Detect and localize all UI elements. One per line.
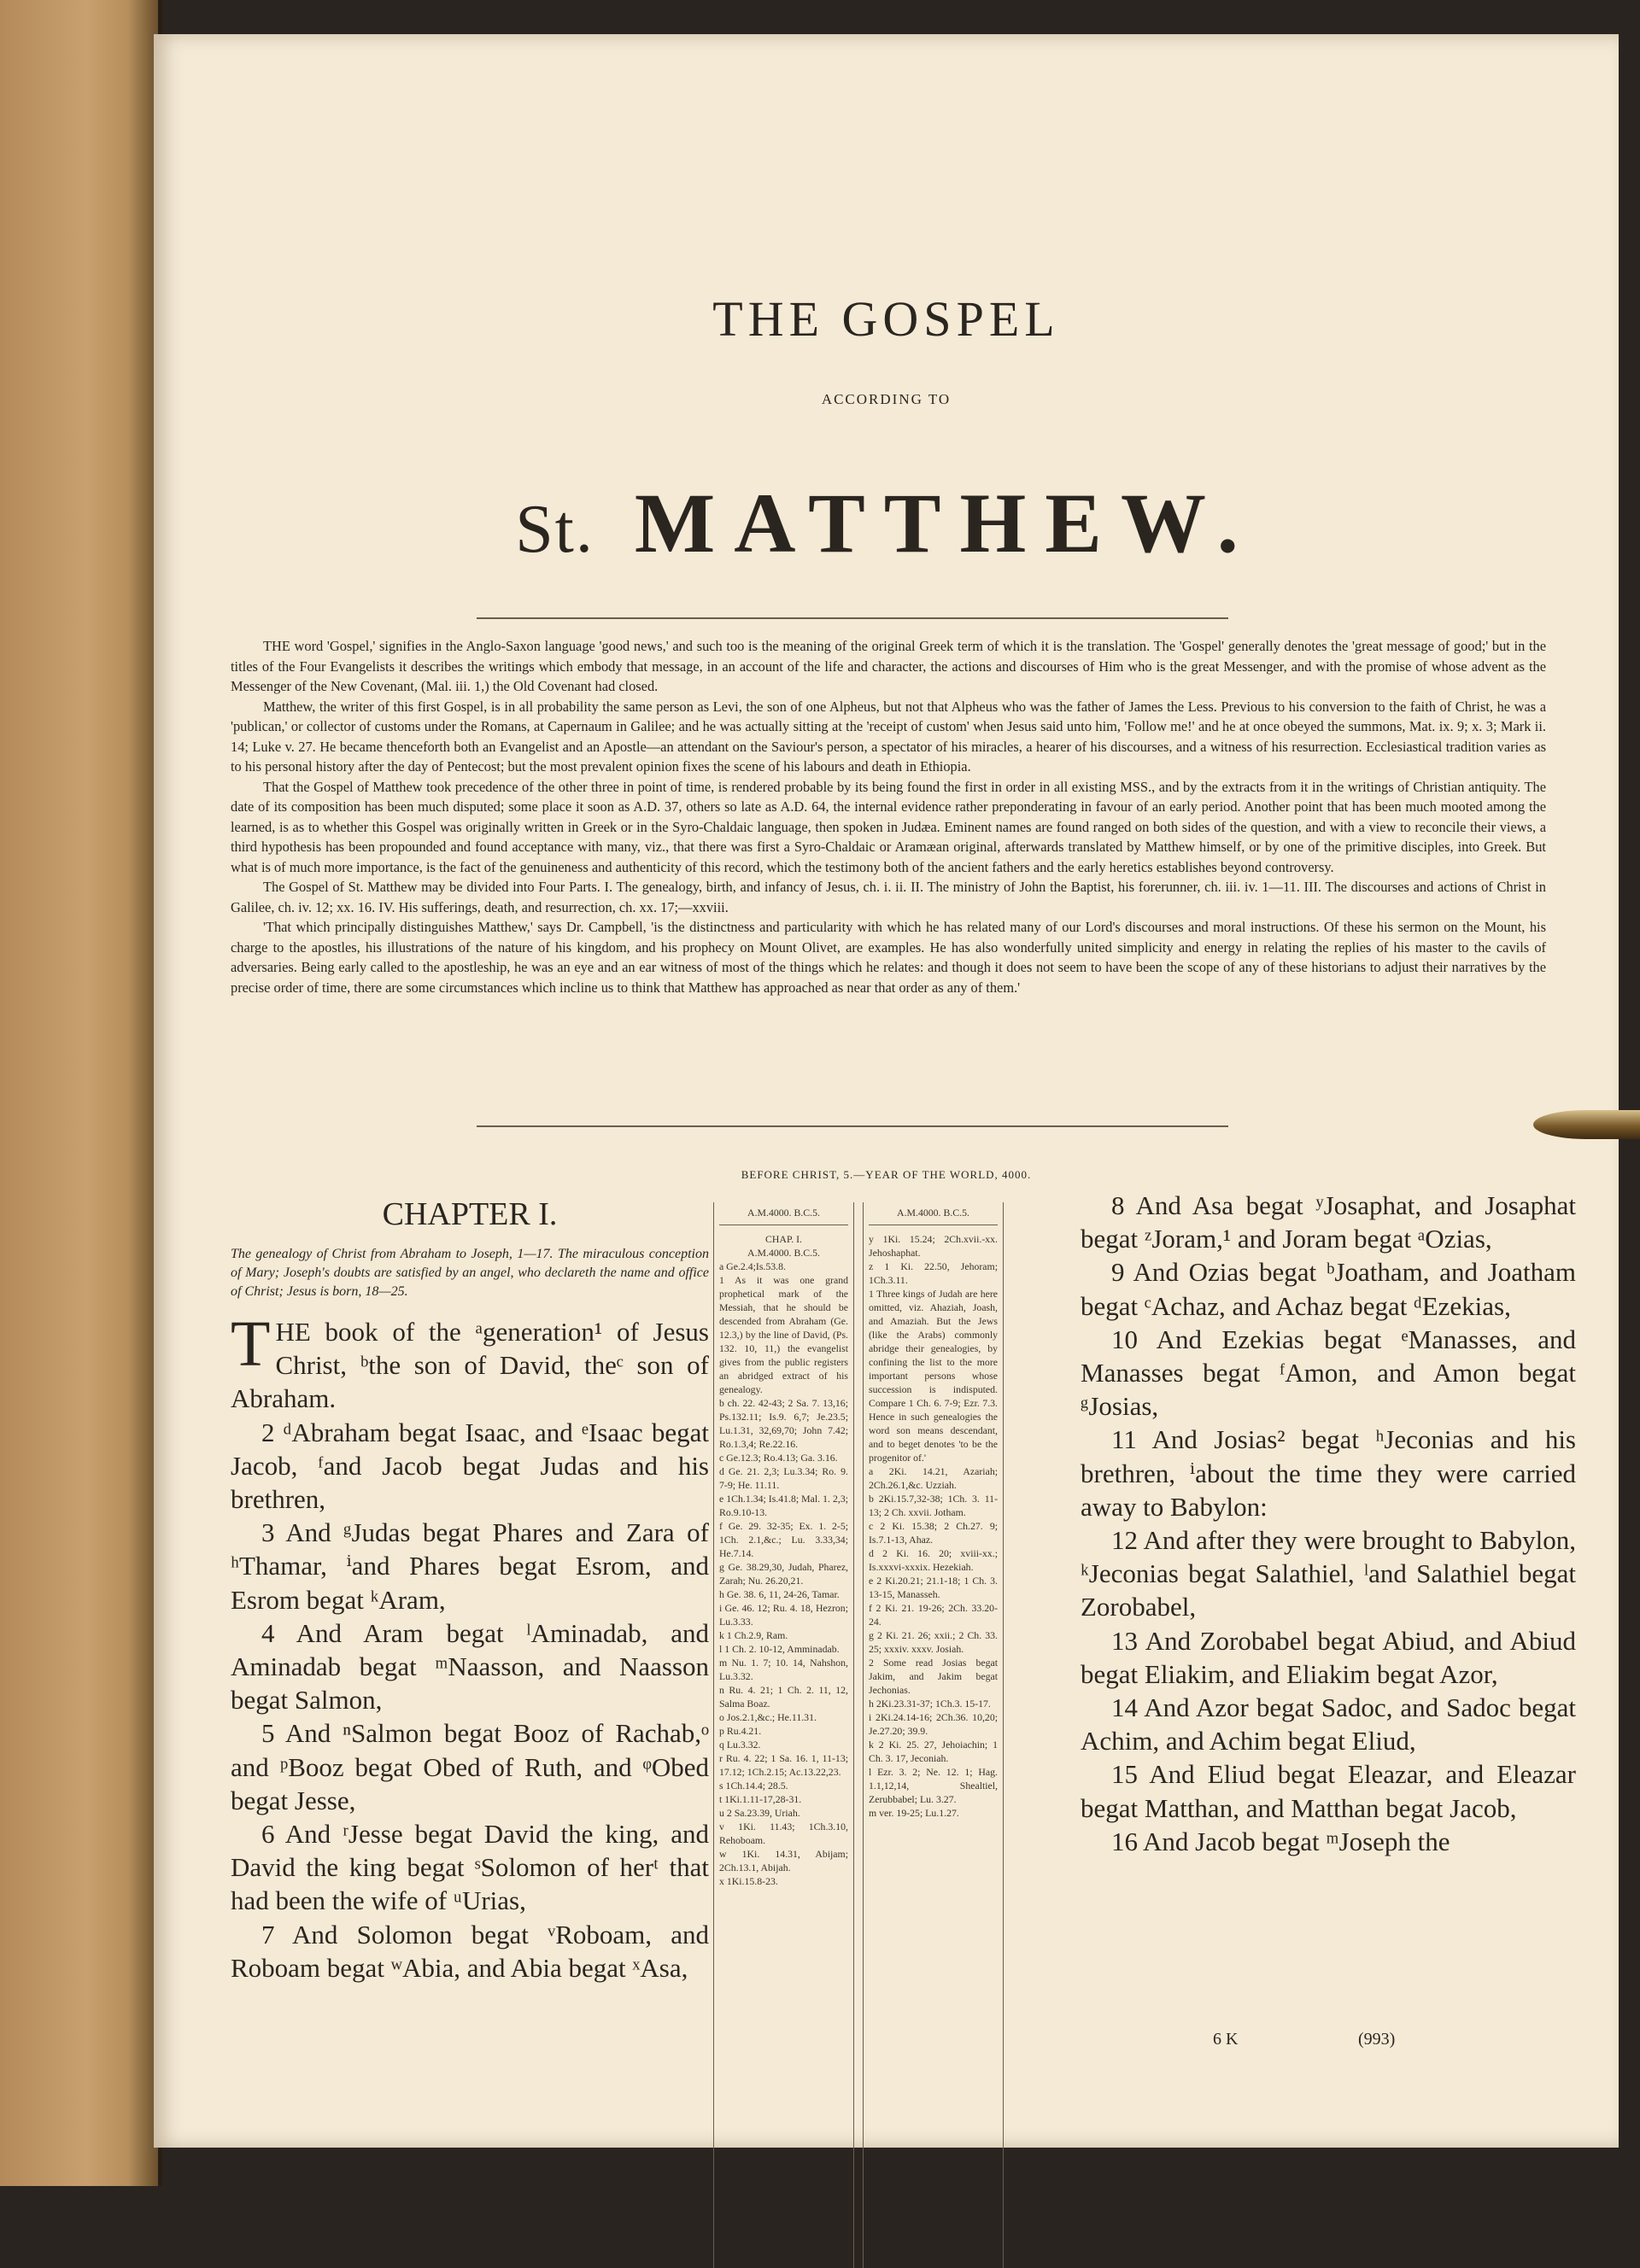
ref-entry: c Ge.12.3; Ro.4.13; Ga. 3.16. [719,1452,838,1464]
verse-1 [231,1308,709,1416]
ref-entry: 2 Some read Josias begat Jakim, and Jakim begat Jechonias. [869,1657,998,1696]
ref-entry: a 2Ki. 14.21, Azariah; 2Ch.26.1,&c. Uzziah. [869,1465,998,1491]
ref-entry: d 2 Ki. 16. 20; xviii-xx.; Is.xxxvi-xxxix. Hezekiah. [869,1547,998,1573]
verse: 9 And Ozias begat ᵇJoatham, and Joatham begat ᶜAchaz, and Achaz begat ᵈEzekias, [1081,1257,1576,1321]
refs-header: A.M.4000. B.C.5. [719,1202,848,1225]
ref-entry: o Jos.2.1,&c.; He.11.31. [719,1711,817,1723]
book-name-text: MATTHEW. [634,476,1257,570]
ref-entry: CHAP. I. [765,1233,802,1245]
verse: 12 And after they were brought to Babylon, ᵏJeconias begat Salathiel, ˡand Salathiel begat Zorobabel, [1081,1525,1576,1622]
ref-entry: r Ru. 4. 22; 1 Sa. 16. 1, 11-13; 17.12; 1Ch.2.15; Ac.13.22,23. [719,1752,848,1778]
ref-entry: p Ru.4.21. [719,1725,762,1737]
saint-abbrev: St. [515,492,594,567]
ref-entry: s 1Ch.14.4; 28.5. [719,1780,788,1792]
introduction [231,636,1546,997]
verse: 8 And Asa begat ʸJosaphat, and Josaphat begat ᶻJoram,¹ and Joram begat ᵃOzias, [1081,1190,1576,1254]
intro-paragraph: THE word 'Gospel,' signifies in the Anglo-Saxon language 'good news,' and such too is the meaning of the original Greek term of which it is the translation. The 'Gospel' generally denotes the 'great message of good;' but in the titles of the Four Evangelists it describes the writings which embody that message, in an account of the life and character, the actions and discourses of Him who is the great Messenger, and with the promise of whose advent as the Messenger of the New Covenant, (Mal. iii. 1,) the Old Covenant had closed. [231,638,1546,694]
right-column [1081,1189,1576,1858]
verse: 4 And Aram begat ˡAminadab, and Aminadab begat ᵐNaasson, and Naasson begat Salmon, [231,1617,709,1716]
book-name [154,474,1619,572]
refs-header: A.M.4000. B.C.5. [869,1202,998,1225]
ref-entry: A.M.4000. B.C.5. [747,1247,820,1259]
verse: 11 And Josias² begat ʰJeconias and his brethren, ⁱabout the time they were carried away to Babylon: [1081,1424,1576,1522]
intro-paragraph: That the Gospel of Matthew took precedence of the other three in point of time, is rendered probable by its being found the first in order in all existing MSS., and by the extracts from it in the writings of Christian antiquity. The date of its composition has been much disputed; some place it soon as A.D. 37, others so late as A.D. 64, the internal evidence rather preponderating in favour of an early period. Another point that has been much mooted among the learned, is as to whether this Gospel was originally written in Greek or in the Syro-Chaldaic language, then spoken in Judæa. Eminent names are found ranged on both sides of the question, and with a view to reconcile their views, a third hypothesis has been propounded and found acceptance with many, viz., that there was first a Syro-Chaldaic or Aramæan original, afterwards translated by Matthew himself, or by one of the primitive disciples, into Greek. But what is of much more importance, is the fact of the genuineness and authenticity of this record, which the testimony both of the ancient fathers and the early heretics establishes beyond controversy. [231,778,1546,875]
ref-entry: i 2Ki.24.14-16; 2Ch.36. 10,20; Je.27.20; 39.9. [869,1711,998,1737]
ref-entry: a Ge.2.4;Is.53.8. [719,1260,786,1272]
ref-entry: c 2 Ki. 15.38; 2 Ch.27. 9; Is.7.1-13, Ahaz. [869,1520,998,1546]
ref-entry: y 1Ki. 15.24; 2Ch.xvii.-xx. Jehoshaphat. [869,1233,998,1259]
ref-entry: l 1 Ch. 2. 10-12, Amminadab. [719,1643,840,1655]
bookmark-ribbon [1533,1110,1640,1139]
ref-entry: g Ge. 38.29,30, Judah, Pharez, Zarah; Nu. 26.20,21. [719,1561,848,1587]
intro-paragraph: 'That which principally distinguishes Matthew,' says Dr. Campbell, 'is the distinctness and particularity with which he has related many of our Lord's discourses and moral instructions. Of these his sermon on the Mount, his charge to the apostles, his illustrations of the nature of his kingdom, and his prophecy on Mount Olivet, are examples. He has also wonderfully united simplicity and energy in relating the replies of his master to the cavils of adversaries. Being early called to the apostleship, he was an eye and an ear witness of most of the things which he relates: and though it does not seem to have been the scope of any of these historians to adjust their narratives by the precise order of time, there are some circumstances which incline us to think that Matthew has approached as near that order as any of them.' [231,919,1546,996]
ref-entry: t 1Ki.1.11-17,28-31. [719,1793,802,1805]
verse: 2 ᵈAbraham begat Isaac, and ᵉIsaac begat Jacob, ᶠand Jacob begat Judas and his brethren, [231,1417,709,1515]
page-number: (993) [1358,2030,1396,2049]
verse: 16 And Jacob begat ᵐJoseph the [1111,1826,1450,1856]
ref-entry: m ver. 19-25; Lu.1.27. [869,1807,959,1819]
ref-entry: e 1Ch.1.34; Is.41.8; Mal. 1. 2,3; Ro.9.10-13. [719,1493,848,1518]
ref-entry: b 2Ki.15.7,32-38; 1Ch. 3. 11-13; 2 Ch. xxvii. Jotham. [869,1493,998,1518]
intro-paragraph: The Gospel of St. Matthew may be divided into Four Parts. I. The genealogy, birth, and infancy of Jesus, ch. i. ii. II. The ministry of John the Baptist, his forerunner, ch. iii. iv. 1—11. III. The discourses and actions of Christ in Galilee, ch. iv. 12; xx. 16. IV. His sufferings, death, and resurrection, ch. xx. 17;—xxviii. [231,879,1546,915]
verse: 7 And Solomon begat ᵛRoboam, and Roboam begat ʷAbia, and Abia begat ˣAsa, [231,1919,709,1983]
verse: 5 And ⁿSalmon begat Booz of Rachab,ᵒ and ᵖBooz begat Obed of Ruth, and ᵠObed begat Jesse, [231,1718,709,1815]
ref-entry: d Ge. 21. 2,3; Lu.3.34; Ro. 9. 7-9; He. 11.11. [719,1465,848,1491]
era-line: BEFORE CHRIST, 5.—YEAR OF THE WORLD, 4000. [741,1168,1032,1181]
ref-entry: k 2 Ki. 25. 27, Jehoiachin; 1 Ch. 3. 17, Jeconiah. [869,1739,998,1764]
ref-entry: h 2Ki.23.31-37; 1Ch.3. 15-17. [869,1698,991,1710]
verse: 3 And ᵍJudas begat Phares and Zara of ʰThamar, ⁱand Phares begat Esrom, and Esrom begat ᵏAram, [231,1517,709,1615]
chapter-summary: The genealogy of Christ from Abraham to Joseph, 1—17. The miraculous conception of Mary; Joseph's doubts are satisfied by an angel, who declareth the name and office of Christ; Jesus is born, 18—25. [231,1247,709,1299]
ref-entry: i Ge. 46. 12; Ru. 4. 18, Hezron; Lu.3.33. [719,1602,848,1628]
divider-bottom [477,1125,1228,1127]
ref-entry: m Nu. 1. 7; 10. 14, Nahshon, Lu.3.32. [719,1657,848,1682]
subtitle-according: ACCORDING TO [821,391,952,407]
signature-mark: 6 K [1213,2030,1239,2049]
verse: 6 And ʳJesse begat David the king, and David the king begat ˢSolomon of herᵗ that had been the wife of ᵘUrias, [231,1819,709,1916]
ref-entry: w 1Ki. 14.31, Abijam; 2Ch.13.1, Abijah. [719,1848,848,1873]
ref-entry: f Ge. 29. 32-35; Ex. 1. 2-5; 1Ch. 2.1,&c.; Lu. 3.33,34; He.7.14. [719,1520,848,1559]
left-column [231,1195,709,1984]
ref-entry: e 2 Ki.20.21; 21.1-18; 1 Ch. 3. 13-15, Manasseh. [869,1575,998,1600]
ref-entry: g 2 Ki. 21. 26; xxii.; 2 Ch. 33. 25; xxxiv. xxxv. Josiah. [869,1629,998,1655]
verses-right [1081,1189,1576,1858]
verse: 13 And Zorobabel begat Abiud, and Abiud begat Eliakim, and Eliakim begat Azor, [1081,1625,1576,1689]
ref-entry: 1 As it was one grand prophetical mark of the Messiah, that he should be descended from Abraham (Ge. 12.3,) by the line of David, (Ps. 132. 10, 11,) the evangelist gives from the public registers an abridged extract of his genealogy. [719,1274,848,1395]
margin-references-left [713,1202,854,2268]
book-page [154,34,1619,2148]
ref-entry: k 1 Ch.2.9, Ram. [719,1629,788,1641]
divider-top [477,617,1228,619]
verse-text: HE book of the ᵃgeneration¹ of Jesus Christ, ᵇthe son of David, theᶜ son of Abraham. [231,1317,709,1414]
ref-entry: u 2 Sa.23.39, Uriah. [719,1807,800,1819]
ref-entry: b ch. 22. 42-43; 2 Sa. 7. 13,16; Ps.132.11; Is.9. 6,7; Je.23.5; Lu.1.31, 32,69,70; John 7.42; Ro.1.3,4; Re.22.16. [719,1397,848,1450]
ref-entry: f 2 Ki. 21. 19-26; 2Ch. 33.20-24. [869,1602,998,1628]
ref-entry: n Ru. 4. 21; 1 Ch. 2. 11, 12, Salma Boaz. [719,1684,848,1710]
chapter-heading: CHAPTER I. [382,1196,558,1232]
margin-references-right [863,1202,1004,2268]
ref-entry: x 1Ki.15.8-23. [719,1875,778,1887]
ref-entry: l Ezr. 3. 2; Ne. 12. 1; Hag. 1.1,12,14, Shealtiel, Zerubbabel; Lu. 3.27. [869,1766,998,1805]
verses-left [231,1308,709,1984]
ref-entry: q Lu.3.32. [719,1739,761,1751]
drop-cap: T [231,1308,271,1380]
ref-entry: v 1Ki. 11.43; 1Ch.3.10, Rehoboam. [719,1821,848,1846]
page-title: THE GOSPEL [712,291,1060,347]
verse: 14 And Azor begat Sadoc, and Sadoc begat Achim, and Achim begat Eliud, [1081,1692,1576,1757]
ref-entry: h Ge. 38. 6, 11, 24-26, Tamar. [719,1588,840,1600]
ref-entry: z 1 Ki. 22.50, Jehoram; 1Ch.3.11. [869,1260,998,1286]
verse: 10 And Ezekias begat ᵉManasses, and Manasses begat ᶠAmon, and Amon begat ᵍJosias, [1081,1324,1576,1422]
intro-paragraph: Matthew, the writer of this first Gospel, is in all probability the same person as Levi, the son of one Alpheus, but not that Alpheus who was the father of James the Less. Previous to his conversion to the faith of Christ, he was a 'publican,' or collector of customs under the Romans, at Capernaum in Galilee; and he was actually sitting at the 'receipt of custom' when Jesus said unto him, 'Follow me!' and he at once obeyed the summons, Mat. ix. 9; x. 3; Mark ii. 14; Luke v. 27. He became thenceforth both an Evangelist and an Apostle—an attendant on the Saviour's person, a spectator of his miracles, a hearer of his discourses, and a witness of his resurrection. Ecclesiastical tradition varies as to his personal history after the day of Pentecost; but the most prevalent opinion fixes the scene of his labours and death in Ethiopia. [231,698,1546,775]
ref-entry: 1 Three kings of Judah are here omitted, viz. Ahaziah, Joash, and Amaziah. But the Jews (like the Arabs) commonly abridge their genealogies, by confining the list to the more important persons whose succession is indisputed. Compare 1 Ch. 6. 7-9; Ezr. 7.3. Hence in such genealogies the word son means descendant, and to beget denotes 'to be the progenitor of.' [869,1288,998,1464]
verse: 15 And Eliud begat Eleazar, and Eleazar begat Matthan, and Matthan begat Jacob, [1081,1759,1576,1823]
